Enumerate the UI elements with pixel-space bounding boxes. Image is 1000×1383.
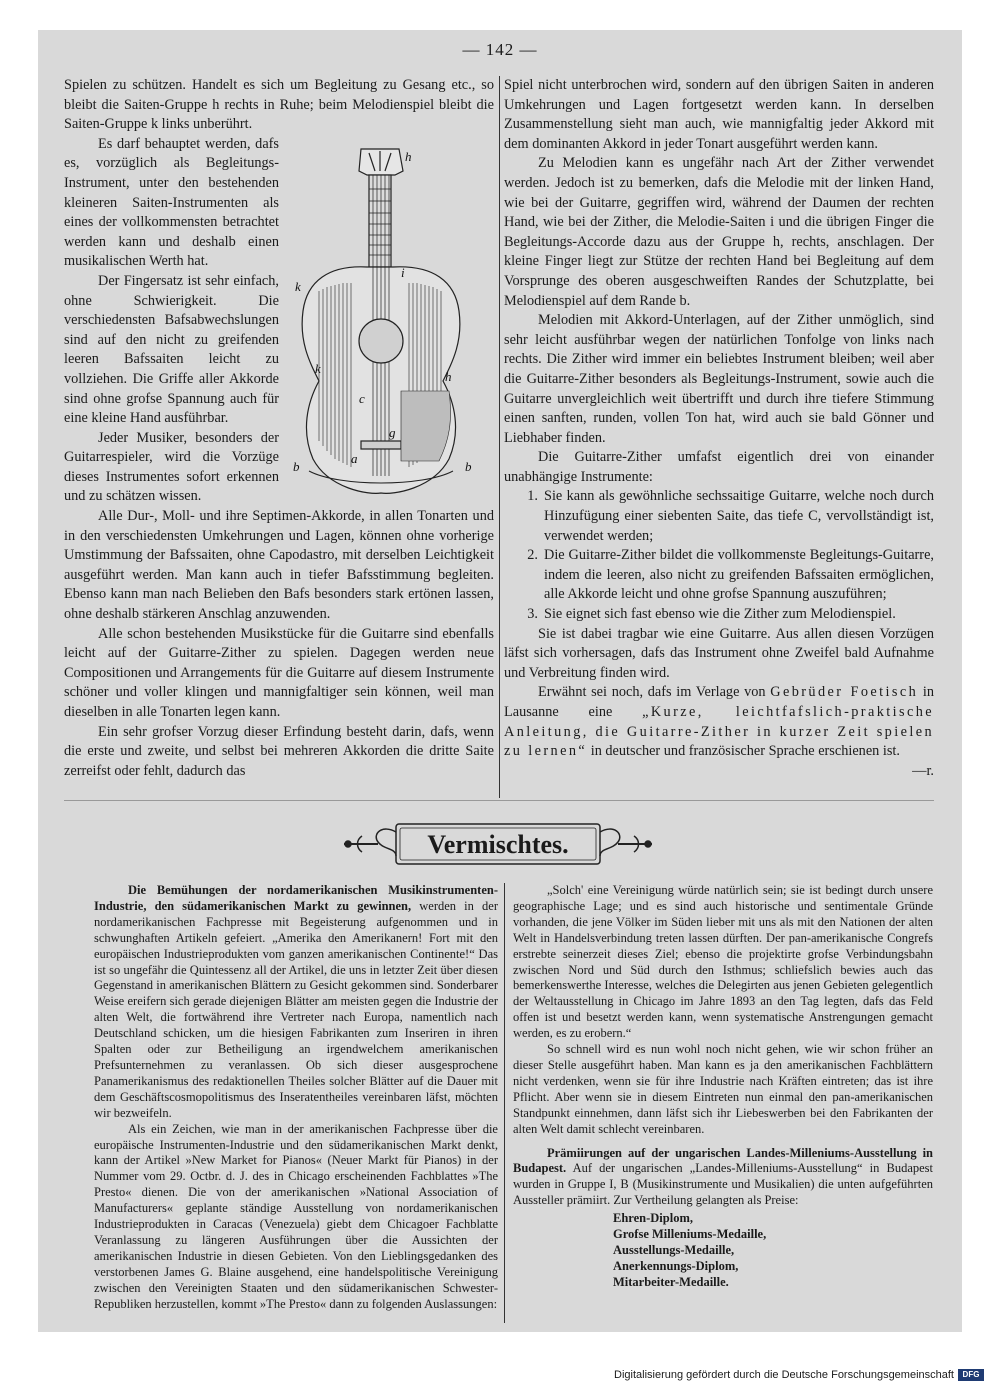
text-run: in Lausanne eine xyxy=(504,684,934,720)
paragraph: Jeder Musiker, besonders der Guitarrespieler, wird die Vorzüge dieses Instrumentes sofort erkennen und zu schätzen wissen. xyxy=(64,429,279,505)
text-run: Auf der ungarischen „Landes-Milleniums-Ausstellung“ in Budapest wurden in Gruppe I, B (Musikinstrumente und Musikalien) die unten aufgeführten Aussteller prämiirt. Zur Vertheilung gelangten als Preise: xyxy=(513,1161,934,1208)
paragraph: Es darf behauptet werden, dafs es, vorzüglich als Begleitungs-Instrument, unter den bestehenden kleineren Saiten-Instrumenten als eines der vollkommensten betrachtet werden kann und deshalb einen musikalischen Werth hat. xyxy=(64,135,279,270)
numbered-list xyxy=(504,487,934,624)
book-title: „Kurze, leichtfafslich-praktische Anleitung, die Guitarre-Zither in kurzer Zeit spielen zu lernen“ xyxy=(504,704,934,760)
figure-label: k xyxy=(295,278,301,294)
page-number: — 142 — xyxy=(462,40,538,59)
list-text: Sie eignet sich fast ebenso wie die Zither zum Melodienspiel. xyxy=(544,606,896,623)
figure-label: g xyxy=(389,424,396,440)
list-item xyxy=(504,546,934,605)
paragraph: Der Fingersatz ist sehr einfach, ohne Schwierigkeit. Die verschiedensten Bafsabwechslungen sind auf den nicht zu greifenden leeren Bafssaiten leicht zu vollziehen. Die Griffe aller Akkorde sind ohne grofse Spannung auch für eine kleine Hand ausführbar. xyxy=(64,272,279,427)
list-text: Die Guitarre-Zither bildet die vollkommenste Begleitungs-Guitarre, indem die leeren, also nicht zu greifenden Bafssaiten ermöglichen, alle Akkorde leicht und ohne grofse Spannung auszuführen; xyxy=(544,547,934,603)
paragraph: Zu Melodien kann es ungefähr nach Art der Zither verwendet werden. Jedoch ist zu bemerken, dafs die Melodie mit der linken Hand, wie bei der Guitarre, gegriffen wird, während der Daumen der rechten Hand, wie bei der Zither, die Melodie-Saiten i und die übrigen Finger die Begleitungs-Accorde dazu aus der Gruppe h, rechts, anschlagen. Der kleine Finger liegt zur Stütze der rechten Hand bei Begleitung auf dem Vorsprunge des oberen ausgeschweiften Randes der Schutzplatte, bei Melodienspiel auf dem Rande b. xyxy=(504,155,934,309)
figure-label: i xyxy=(401,264,405,280)
list-number: 3. xyxy=(527,606,538,623)
paragraph: So schnell wird es nun wohl noch nicht gehen, wie wir schon früher an dieser Stelle ausgeführt haben. Man kann es ja den amerikanischen Fachblättern nicht verdenken, wenn sie für ihre Industrie nach Kräften eintreten; das ist ihre Pflicht. Aber wenn sie in diesem Eintreten nun einmal den pan-amerikanischen Standpunkt einnehmen, dann läfst sich ihr Liebeswerben bei den Fabrikanten der alten Welt damit schlecht vereinbaren. xyxy=(513,1042,933,1136)
paragraph: Alle schon bestehenden Musikstücke für die Guitarre sind ebenfalls leicht auf der Guitarre-Zither zu spielen. Dagegen werden neue Compositionen und Arrangements für die Guitarre auf diesem Instrumente schöner und voller klingen und mannigfaltiger sein können, weil man dieselben in alle Tonarten legen kann. xyxy=(64,625,494,720)
figure-label: c xyxy=(359,390,365,406)
prize-item: Grofse Milleniums-Medaille, xyxy=(613,1227,767,1242)
prize-item: Mitarbeiter-Medaille. xyxy=(613,1274,729,1289)
figure-label: a xyxy=(351,450,358,466)
article-left-top xyxy=(64,76,494,781)
list-number: 2. xyxy=(527,547,538,564)
figure-label: k xyxy=(315,360,321,376)
prize-item: Anerkennungs-Diplom, xyxy=(613,1258,739,1273)
dfg-logo: DFG xyxy=(958,1369,984,1381)
guitar-zither-illustration xyxy=(289,141,494,501)
section-rule xyxy=(64,800,934,801)
article-left-bottom xyxy=(94,883,498,1312)
prize-item: Ausstellungs-Medaille, xyxy=(613,1242,735,1257)
figure-label: b xyxy=(293,458,300,474)
prize-item: Ehren-Diplom, xyxy=(613,1211,693,1226)
paragraph: Spielen zu schützen. Handelt es sich um Begleitung zu Gesang etc., so bleibt die Saiten-Gruppe h rechts in Ruhe; beim Melodienspiel bleibt die Saiten-Gruppe k links unberührt. xyxy=(64,77,494,133)
paragraph xyxy=(504,683,934,779)
figure-label: h xyxy=(405,148,412,164)
digitization-credit xyxy=(614,1367,984,1383)
paragraph: Ein sehr grofser Vorzug dieser Erfindung besteht darin, dafs, wenn die erste und zweite, und selbst bei mehreren Akkorden die dritte Saite zerreifst oder fehlt, dadurch das xyxy=(64,723,494,779)
figure-label: b xyxy=(465,458,472,474)
text-run: in deutscher und französischer Sprache erschienen ist. xyxy=(590,743,900,760)
publisher-name: Gebrüder Foetisch xyxy=(770,684,919,701)
paragraph xyxy=(513,1146,933,1210)
list-item xyxy=(504,487,934,546)
paragraph: Melodien mit Akkord-Unterlagen, auf der Zither unmöglich, sind sehr leicht ausführbar wegen der natürlichen Tonfolge von links nach rechts. Die Zither wird immer ein beliebtes Instrument bleiben; weil aber die Guitarre-Zither besonders als Begleitungs-Instrument, sowie auch die Guitarre unvergleichlich weit übertrifft und durch ihre tiefere Stimmung einen sanften, runden, vollen Ton hat, wird auch sie bald Gönner und Liebhaber finden. xyxy=(504,312,934,446)
guitar-zither-figure xyxy=(289,141,494,501)
section-title: Vermischtes. xyxy=(427,830,569,859)
paragraph xyxy=(94,883,498,1122)
article-right-top xyxy=(504,76,934,781)
list-text: Sie kann als gewöhnliche sechssaitige Guitarre, welche noch durch Hinzufügung einer siebenten Saite, das tiefe C, vervollständigt ist, verwendet werden; xyxy=(544,488,934,544)
figure-label: h xyxy=(445,368,452,384)
article-heading: Die Bemühungen der nordamerikanischen Musikinstrumenten-Industrie, den südamerikanischen Markt zu gewinnen, xyxy=(94,883,498,913)
article-right-bottom xyxy=(513,883,933,1291)
list-item xyxy=(504,605,934,625)
paragraph: Als ein Zeichen, wie man in der amerikanischen Fachpresse über die europäische Instrumenten-Industrie und den südamerikanischen Markt denkt, kann der Artikel »New Market for Pianos« (Neuer Markt für Pianos) in der Nummer vom 29. Octbr. d. J. des in Chicago erscheinenden Fachblattes »The Presto« dienen. Die von der amerikanischen »National Association of Manufacturers« geplante ständige Ausstellung von nordamerikanischen Industrieprodukten in Caracas (Venezuela) giebt dem Chicagoer Fachblatte Veranlassung zu längeren Ausführungen über die Aussichten der amerikanischen Industrie in diesen Gebieten. Von den Lieblingsgedanken des verstorbenen James G. Blaine ausgehend, eine handelspolitische Vereinigung zwischen den Vereinigten Staaten und den südamerikanischen Schwester-Republiken herzustellen, kommt »The Presto« dann zu folgenden Auslassungen: xyxy=(94,1121,498,1311)
paragraph: Sie ist dabei tragbar wie eine Guitarre. Aus allen diesen Vorzügen läfst sich vorhersagen, dafs das Instrument ohne Zweifel bald Aufnahme und Verbreitung finden wird. xyxy=(504,625,934,681)
column-divider-top xyxy=(499,76,500,798)
list-number: 1. xyxy=(527,488,538,505)
paragraph: Die Guitarre-Zither umfafst eigentlich drei von einander unabhängige Instrumente: xyxy=(504,449,934,485)
text-run: Erwähnt sei noch, dafs im Verlage von xyxy=(538,684,766,701)
prize-list xyxy=(613,1211,933,1291)
column-divider-bottom xyxy=(504,883,505,1323)
paragraph: Alle Dur-, Moll- und ihre Septimen-Akkorde, in allen Tonarten und in den verschiedensten Umkehrungen und Lagen, können ohne vorherige Umstimmung der Bafssaiten, ohne Capodastro, mit derselben Leichtigkeit ausgeführt werden. Man kann auch in tiefer Bafsstimmung begleiten. Ebenso kann man nach Belieben den Bafs besonders stark ertönen lassen, ohne deshalb stärkeren Anschlag anzuwenden. xyxy=(64,508,494,623)
article-heading: Prämiirungen auf der ungarischen Landes-Milleniums-Ausstellung in Budapest. xyxy=(513,1145,933,1176)
paragraph: „Solch' eine Vereinigung würde natürlich sein; sie ist bedingt durch unsere geographische Lage; und es sind auch historische und sentimentale Gründe vorhanden, die jene Völker im Süden lieber mit uns als mit den Nationen der alten Welt in Handelsverbindung treten lassen dürften. Der pan-amerikanische Congrefs erstrebte seinerzeit dieses Ziel; ebenso die projektirte grofse Verbindungsbahn zwischen Nord und Süd durch den Isthmus; schliefslich bewies auch das bemerkenswerthe Interesse, welches die Delegirten aus jenen Gebieten gelegentlich der Weltausstellung in Chicago im Jahre 1893 an den Tag legten, dafs das Feld offen ist und besetzt werden kann, wenn systematische Anstrengungen gemacht werden, es zu erobern.“ xyxy=(513,883,933,1041)
signature: —r. xyxy=(912,762,934,779)
scanned-page xyxy=(38,30,962,1332)
credit-text: Digitalisierung gefördert durch die Deutsche Forschungsgemeinschaft xyxy=(614,1369,954,1381)
paragraph: Spiel nicht unterbrochen wird, sondern auf den übrigen Saiten in anderen Umkehrungen und Lagen fortgesetzt werden kann. In derselben Zusammenstellung sieht man auch, wie mannigfaltig jeder Akkord mit dem dominanten Akkord in jeder Tonart ausgeführt werden kann. xyxy=(504,77,934,152)
text-run: werden in der nordamerikanischen Fachpresse mit Begeisterung aufgenommen und in schwunghaften Artikeln gefeiert. „Amerika den Amerikanern! Fort mit den europäischen Industrieprodukten vom ganzen amerikanischen Continente!“ Das ist so ungefähr die Quintessenz all der Artikel, die uns in letzter Zeit über diesen Gegenstand in amerikanischen Blättern zu Gesicht gekommen sind. Sonderbarer Weise ereifern sich gerade diejenigen Blätter am meisten gegen die Industrie der alten Welt, die fortwährend ihre Vertreter nach Europa, namentlich nach Deutschland schicken, um die hiesigen Fabrikanten zum Inseriren in ihren Spalten oder zur Betheiligung an irgendwelchem amerikanischen Prefsunternehmen zu veranlassen. Ob sich dieser ausgesprochene Panamerikanismus des redaktionellen Theiles solcher Blätter auf die Dauer mit dem Geschäftscosmopolitismus des Inseratentheiles vereinbaren läfst, möchten wir bezweifeln. xyxy=(94,898,498,1120)
